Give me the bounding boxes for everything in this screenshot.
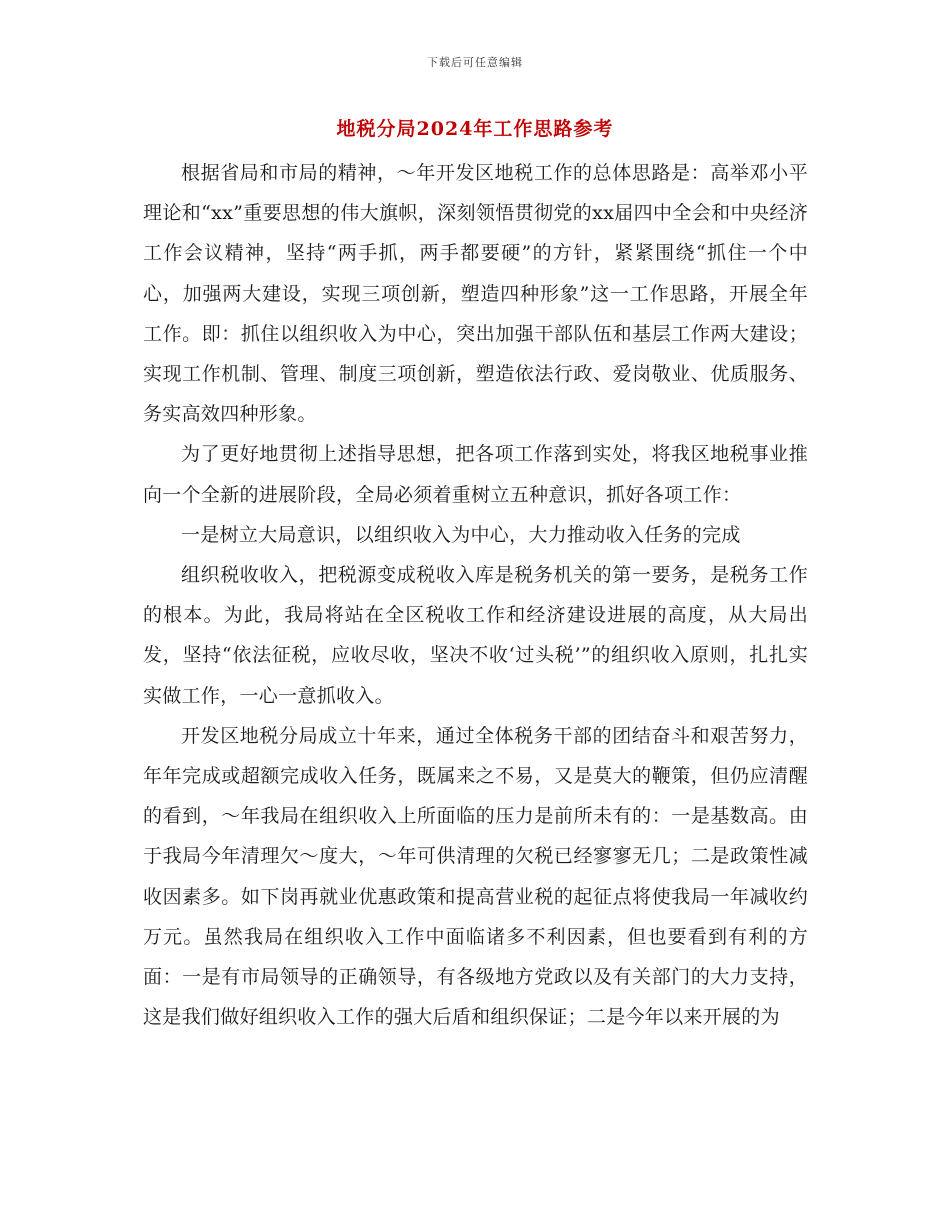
paragraph-2: 为了更好地贯彻上述指导思想，把各项工作落到实处，将我区地税事业推向一个全新的进展阶段，全局必须着重树立五种意识，抓好各项工作： — [143, 443, 808, 506]
page-header-note: 下载后可任意编辑 — [427, 56, 523, 69]
paragraph-3: 一是树立大局意识，以组织收入为中心，大力推动收入任务的完成 — [181, 523, 741, 546]
paragraph-5: 开发区地税分局成立十年来，通过全体税务干部的团结奋斗和艰苦努力，年年完成或超额完成收入任务，既属来之不易，又是莫大的鞭策，但仍应清醒的看到，～年我局在组织收入上所面临的压力是前所未有的：一是基数高。由于我局今年清理欠～度大，～年可供清理的欠税已经寥寥无几；二是政策性减收因素多。如下岗再就业优惠政策和提高营业税的起征点将使我局一年减收约万元。虽然我局在组织收入工作中面临诸多不利因素，但也要看到有利的方面：一是有市局领导的正确领导，有各级地方党政以及有关部门的大力支持，这是我们做好组织收入工作的强大后盾和组织保证；二是今年以来开展的为 — [143, 724, 808, 1029]
document-title: 地税分局2024年工作思路参考 — [336, 118, 614, 140]
paragraph-1: 根据省局和市局的精神，～年开发区地税工作的总体思路是：高举邓小平理论和“xx”重要思想的伟大旗帜，深刻领悟贯彻党的xx届四中全会和中央经济工作会议精神，坚持“两手抓，两手都要硬”的方针，紧紧围绕“抓住一个中心，加强两大建设，实现三项创新，塑造四种形象”这一工作思路，开展全年工作。即：抓住以组织收入为中心，突出加强干部队伍和基层工作两大建设；实现工作机制、管理、制度三项创新，塑造依法行政、爱岗敬业、优质服务、务实高效四种形象。 — [143, 162, 808, 426]
document-body — [143, 153, 808, 1037]
paragraph-4: 组织税收收入，把税源变成税收入库是税务机关的第一要务，是税务工作的根本。为此，我局将站在全区税收工作和经济建设进展的高度，从大局出发，坚持“依法征税，应收尽收，坚决不收‘过头税’”的组织收入原则，扎扎实实做工作，一心一意抓收入。 — [143, 564, 808, 707]
